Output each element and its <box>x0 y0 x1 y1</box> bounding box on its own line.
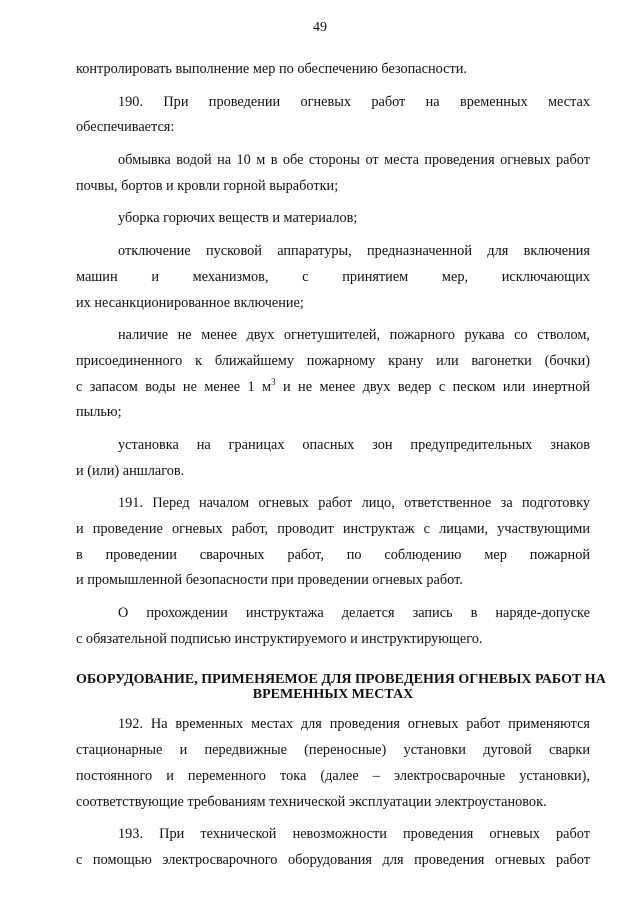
text-line: с обязательной подписью инструктируемого и инструктирующего. <box>76 630 483 647</box>
text-line: в проведении сварочных работ, по соблюдению мер пожарной <box>76 546 590 563</box>
heading-line: ВРЕМЕННЫХ МЕСТАХ <box>252 687 414 703</box>
text-line: 190. При проведении огневых работ на временных местах <box>118 93 590 110</box>
text-line: их несанкционированное включение; <box>76 294 304 311</box>
text-line: отключение пусковой аппаратуры, предназначенной для включения <box>118 243 590 260</box>
text-line: уборка горючих веществ и материалов; <box>118 210 358 227</box>
text-line: и промышленной безопасности при проведении огневых работ. <box>76 572 463 589</box>
paragraph-192 <box>76 712 590 815</box>
text-line: пылью; <box>76 404 122 421</box>
text-line: контролировать выполнение мер по обеспечению безопасности. <box>76 61 467 77</box>
text-line: соответствующие требованиям технической эксплуатации электроустановок. <box>76 793 547 810</box>
text-line: обеспечивается: <box>76 119 175 136</box>
list-item-wash <box>76 148 590 199</box>
text-line: машин и механизмов, с принятием мер, исключающих <box>76 268 590 285</box>
superscript: 3 <box>271 376 276 387</box>
text-line: почвы, бортов и кровли горной выработки; <box>76 177 339 194</box>
page-number: 49 <box>313 20 327 35</box>
list-item-signs <box>76 433 590 484</box>
page-content <box>76 57 606 874</box>
paragraph-record <box>76 601 590 652</box>
list-item-extinguishers <box>76 323 590 426</box>
text-line: установка на границах опасных зон предупредительных знаков <box>118 436 590 453</box>
paragraph-continuation <box>76 57 590 83</box>
paragraph-191 <box>76 491 590 594</box>
text-line: и (или) аншлагов. <box>76 462 185 479</box>
heading-line: ОБОРУДОВАНИЕ, ПРИМЕНЯЕМОЕ ДЛЯ ПРОВЕДЕНИЯ ОГНЕВЫХ РАБОТ НА <box>76 672 606 688</box>
text-line: постоянного и переменного тока (далее – электросварочные установки), <box>76 767 590 784</box>
text-line: 193. При технической невозможности проведения огневых работ <box>118 826 590 843</box>
text-line: стационарные и передвижные (переносные) установки дуговой сварки <box>76 742 590 759</box>
section-heading <box>76 672 606 703</box>
list-item-clean <box>76 206 590 232</box>
text-line: О прохождении инструктажа делается запись в наряде-допуске <box>118 605 590 622</box>
text-line: с помощью электросварочного оборудования для проведения огневых работ <box>76 851 590 868</box>
text-segment: и не менее двух ведер с песком или инертной <box>275 378 591 395</box>
text-line-with-superscript <box>76 375 590 401</box>
text-line: и проведение огневых работ, проводит инструктаж с лицами, участвующими <box>76 521 590 537</box>
text-line: наличие не менее двух огнетушителей, пожарного рукава со стволом, <box>118 327 590 344</box>
list-item-disable <box>76 239 590 316</box>
text-line: присоединенного к ближайшему пожарному крану или вагонетки (бочки) <box>76 352 590 369</box>
text-line: 191. Перед началом огневых работ лицо, ответственное за подготовку <box>118 495 590 512</box>
text-line: обмывка водой на 10 м в обе стороны от места проведения огневых работ <box>118 152 590 169</box>
text-segment: с запасом воды не менее 1 м <box>76 378 272 395</box>
paragraph-193 <box>76 822 590 873</box>
paragraph-190 <box>76 90 590 141</box>
text-line: 192. На временных местах для проведения огневых работ применяются <box>118 716 590 733</box>
